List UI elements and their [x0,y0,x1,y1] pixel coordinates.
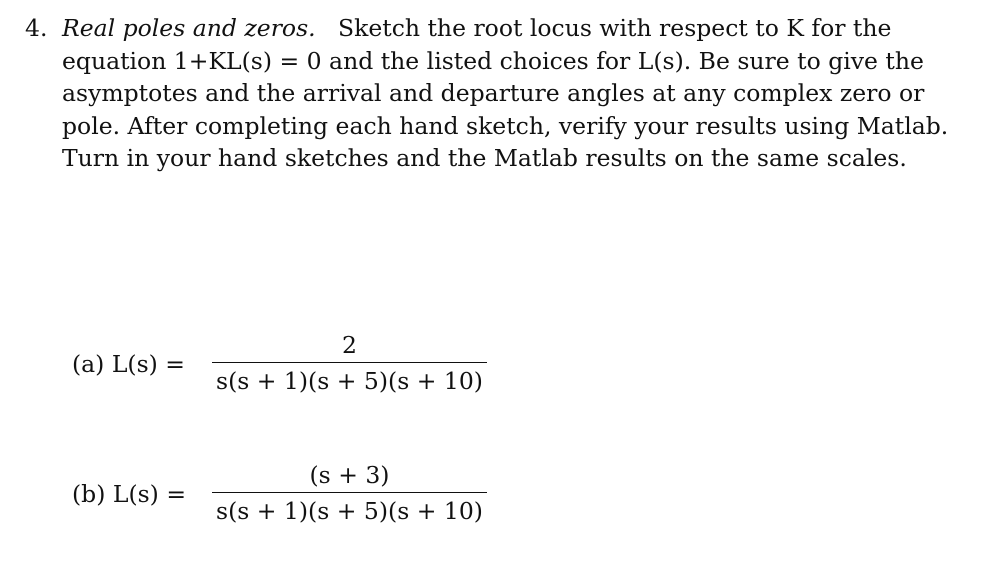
problem-text-line: equation 1+KL(s) = 0 and the listed choices for L(s). Be sure to give the [62,46,924,75]
problem-statement [25,12,950,175]
problem-text-line: pole. After completing each hand sketch, verify your results using Matlab. [62,111,949,140]
problem-text-line: asymptotes and the arrival and departure angles at any complex zero or [62,79,925,107]
part-a-denominator: s(s + 1)(s + 5)(s + 10) [216,367,483,395]
part-a-fraction [212,330,487,396]
fraction-bar [212,492,487,493]
problem-text-line: Sketch the root locus with respect to K for the [338,14,892,42]
problem-text-line: Turn in your hand sketches and the Matlab results on the same scales. [62,144,907,172]
part-b-fraction [212,460,487,526]
fraction-bar [212,362,487,363]
part-b-label: (b) L(s) = [72,480,187,508]
part-a-label: (a) L(s) = [72,350,185,378]
part-b-denominator: s(s + 1)(s + 5)(s + 10) [216,497,483,525]
problem-title: Real poles and zeros. [62,14,316,42]
part-a-numerator: 2 [342,331,357,359]
problem-first-line [25,12,950,45]
problem-number: 4. [25,14,48,42]
part-b-numerator: (s + 3) [309,461,390,489]
